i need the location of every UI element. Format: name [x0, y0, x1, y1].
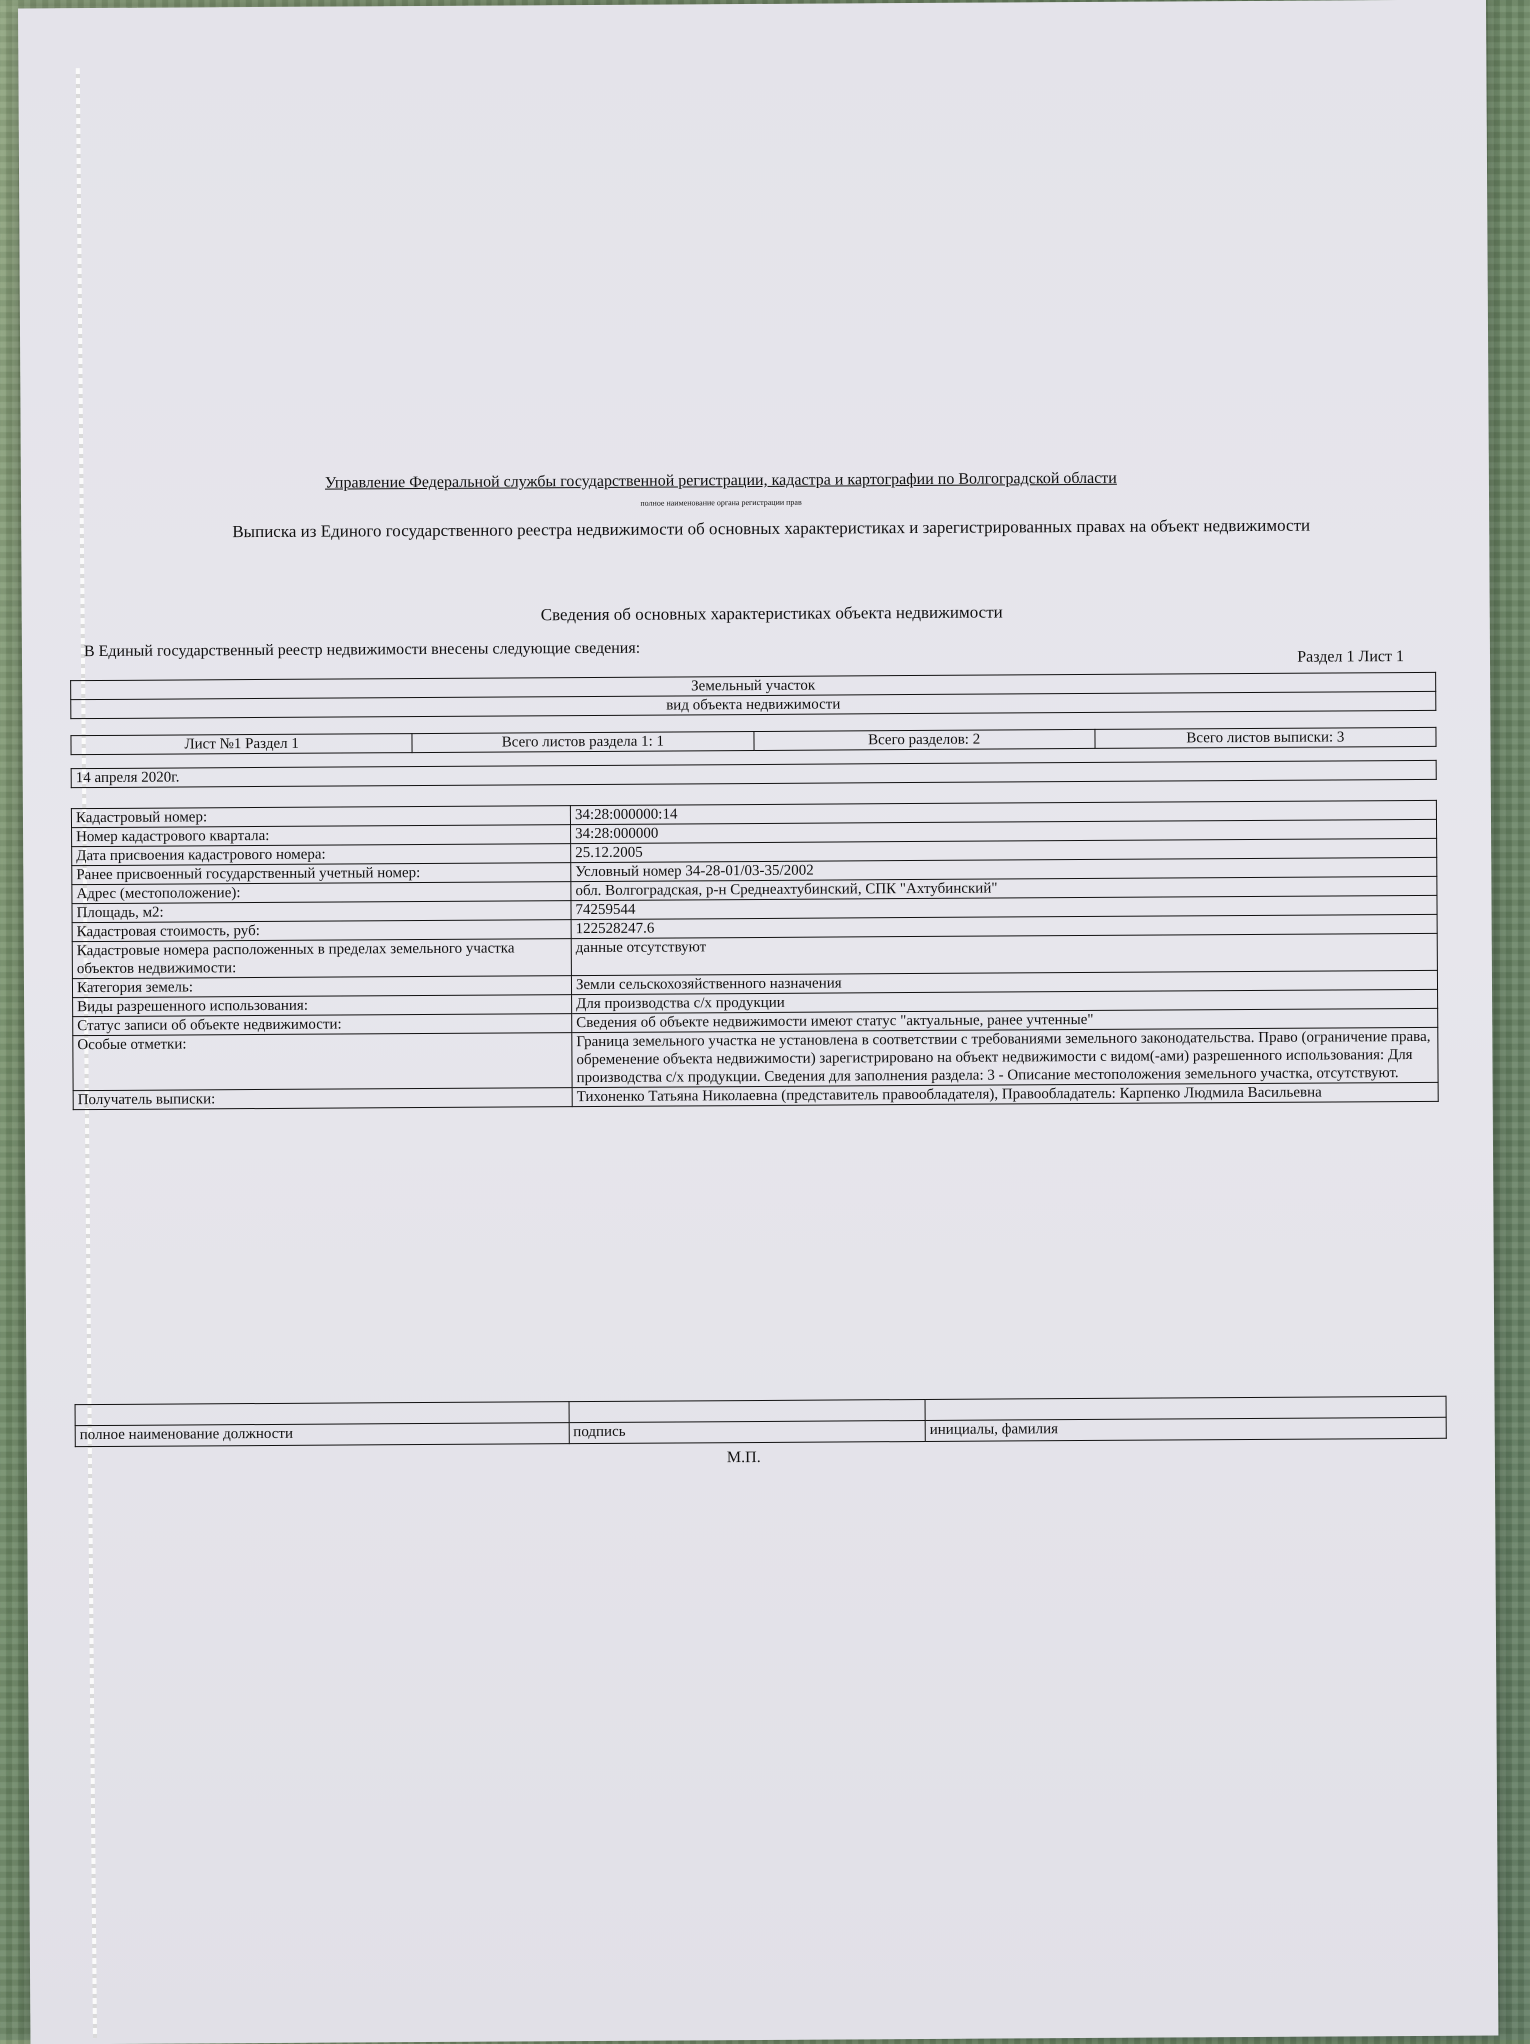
- row-key: Кадастровые номера расположенных в пределах земельного участка объектов недвижимости:: [72, 939, 571, 979]
- row-value: 34:28:000000: [571, 819, 1437, 843]
- name-caption: инициалы, фамилия: [925, 1417, 1446, 1441]
- row-key: Получатель выписки:: [73, 1088, 572, 1110]
- document-title: Выписка из Единого государственного реестра недвижимости об основных характеристиках и зарегистрированных правах на объект недвижимости: [232, 515, 1311, 542]
- row-value: 74259544: [571, 895, 1437, 919]
- registration-authority: Управление Федеральной службы государственной регистрации, кадастра и картографии по Волгоградской области: [324, 469, 1117, 492]
- row-value: 34:28:000000:14: [570, 800, 1436, 824]
- row-key: Площадь, м2:: [72, 901, 571, 923]
- sheets-table: [70, 727, 1436, 755]
- total-sections: Всего разделов: 2: [753, 729, 1094, 750]
- position-cell: [75, 1402, 569, 1426]
- date-table: [71, 760, 1437, 788]
- total-section-sheets: Всего листов раздела 1: 1: [412, 732, 753, 753]
- row-key: Статус записи об объекте недвижимости:: [73, 1014, 572, 1036]
- row-value: 25.12.2005: [571, 838, 1437, 862]
- object-type-caption: вид объекта недвижимости: [71, 691, 1436, 718]
- extract-date: 14 апреля 2020г.: [71, 760, 1436, 787]
- row-value: 122528247.6: [571, 914, 1437, 938]
- characteristics-table: [71, 800, 1439, 1110]
- row-key: Ранее присвоенный государственный учетный номер:: [72, 863, 571, 885]
- row-key: Кадастровый номер:: [71, 806, 570, 828]
- table-row: [73, 1027, 1438, 1090]
- row-value: Для производства с/х продукции: [572, 989, 1438, 1013]
- sheet-number: Лист №1 Раздел 1: [71, 734, 412, 755]
- row-key: Дата присвоения кадастрового номера:: [72, 844, 571, 866]
- sign-cell: [569, 1399, 926, 1422]
- intro-text: В Единый государственный реестр недвижимости внесены следующие сведения:: [83, 639, 641, 661]
- document-page: [18, 0, 1498, 2044]
- sign-caption: подпись: [569, 1420, 926, 1443]
- row-key: Виды разрешенного использования:: [73, 995, 572, 1017]
- row-value: Условный номер 34-28-01/03-35/2002: [571, 857, 1437, 881]
- object-type-value: Земельный участок: [71, 672, 1436, 699]
- row-value: Граница земельного участка не установлена в соответствии с требованиями земельного законодательства. Право (ограничение права, обременение объекта недвижимости) зарегистрировано на объект недвижимости с видом(-ами) разрешенного использования: Для производства с/х продукции. Сведения для заполнения раздела: 3 - Описание местоположения земельного участка, отсутствуют.: [572, 1027, 1438, 1087]
- total-extract-sheets: Всего листов выписки: 3: [1095, 727, 1436, 748]
- row-key: Кадастровая стоимость, руб:: [72, 920, 571, 942]
- row-key: Адрес (местоположение):: [72, 882, 571, 904]
- row-value: данные отсутствуют: [571, 933, 1437, 975]
- position-caption: полное наименование должности: [75, 1423, 569, 1447]
- row-key: Номер кадастрового квартала:: [72, 825, 571, 847]
- row-value: Земли сельскохозяйственного назначения: [571, 970, 1437, 994]
- stamp-place: М.П.: [726, 1448, 761, 1467]
- row-key: Категория земель:: [72, 976, 571, 998]
- section-sheet-label: Раздел 1 Лист 1: [1297, 648, 1405, 666]
- row-value: Тихоненко Татьяна Николаевна (представитель правообладателя), Правообладатель: Карпенко Людмила Васильевна: [572, 1082, 1438, 1106]
- row-value: обл. Волгоградская, р-н Среднеахтубинский, СПК "Ахтубинский": [571, 876, 1437, 900]
- row-key: Особые отметки:: [73, 1033, 572, 1091]
- section-title: Сведения об основных характеристиках объекта недвижимости: [540, 602, 1003, 625]
- signature-table: [75, 1396, 1447, 1447]
- object-type-table: [70, 672, 1436, 719]
- row-value: Сведения об объекте недвижимости имеют статус "актуальные, ранее учтенные": [572, 1008, 1438, 1032]
- authority-caption: полное наименование органа регистрации прав: [640, 497, 802, 508]
